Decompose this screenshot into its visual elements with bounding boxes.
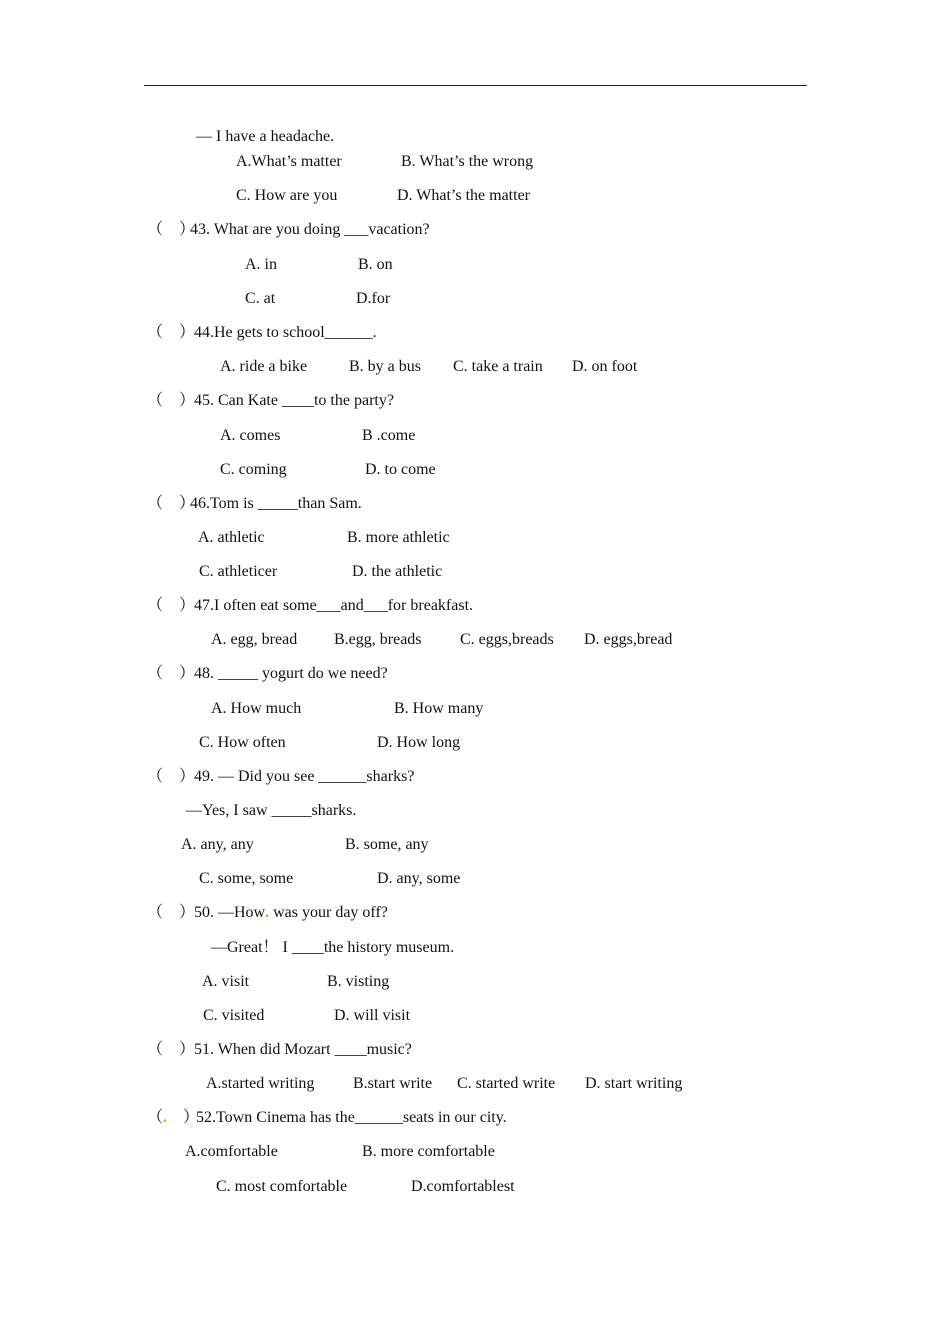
q50-option-d: D. will visit [334, 1007, 411, 1024]
q45-answer-blank: （ ） [147, 392, 196, 409]
q45-option-a: A. comes [220, 427, 281, 444]
q52-option-b: B. more comfortable [362, 1143, 495, 1160]
q48-stem: 48. _____ yogurt do we need? [194, 665, 388, 682]
q43-option-c: C. at [245, 290, 276, 307]
q46-option-b: B. more athletic [347, 529, 450, 546]
q51-stem: 51. When did Mozart ____music? [194, 1041, 412, 1058]
q44-option-a: A. ride a bike [220, 358, 308, 375]
q45-option-d: D. to come [365, 461, 436, 478]
q50-stem-start: 50. —How [194, 904, 266, 921]
q47-option-b: B.egg, breads [334, 631, 422, 648]
q48-option-a: A. How much [211, 700, 302, 717]
q49-stem: 49. — Did you see ______sharks? [194, 768, 415, 785]
q49-option-d: D. any, some [377, 870, 461, 887]
q46-option-c: C. athleticer [199, 563, 278, 580]
q48-option-c: C. How often [199, 734, 286, 751]
q43-stem: 43. What are you doing ___vacation? [190, 221, 430, 238]
q52-stem: 52.Town Cinema has the______seats in our city. [196, 1109, 507, 1126]
q52-stray-mark: . [163, 1109, 168, 1126]
q44-answer-blank: （ ） [147, 324, 196, 341]
q49-option-a: A. any, any [181, 836, 254, 853]
q42-option-d: D. What’s the matter [397, 187, 530, 204]
q46-option-a: A. athletic [198, 529, 265, 546]
q52-option-d: D.comfortablest [411, 1178, 515, 1195]
q52-answer-blank [147, 1108, 199, 1128]
q50-stray-mark: . [265, 904, 270, 921]
q47-option-d: D. eggs,bread [584, 631, 673, 648]
q42-option-b: B. What’s the wrong [401, 153, 534, 170]
q47-option-a: A. egg, bread [211, 631, 298, 648]
q44-option-d: D. on foot [572, 358, 638, 375]
q46-option-d: D. the athletic [352, 563, 443, 580]
q52-paren-open: （ [147, 1109, 164, 1126]
q50-answer-blank: （ ） [147, 904, 196, 921]
q50-reply: —Great！ I ____the history museum. [211, 939, 455, 956]
header-rule [144, 85, 807, 86]
q45-option-c: C. coming [220, 461, 287, 478]
q52-option-c: C. most comfortable [216, 1178, 348, 1195]
q45-stem: 45. Can Kate ____to the party? [194, 392, 394, 409]
q44-option-c: C. take a train [453, 358, 543, 375]
q51-option-a: A.started writing [206, 1075, 315, 1092]
q51-option-d: D. start writing [585, 1075, 683, 1092]
q45-option-b: B .come [362, 427, 416, 444]
q42-reply: — I have a headache. [196, 128, 335, 145]
q50-option-c: C. visited [203, 1007, 265, 1024]
q44-stem: 44.He gets to school______. [194, 324, 377, 341]
q50-option-a: A. visit [202, 973, 250, 990]
q52-option-a: A.comfortable [185, 1143, 278, 1160]
q49-answer-blank: （ ） [147, 768, 196, 785]
q47-option-c: C. eggs,breads [460, 631, 554, 648]
q48-option-d: D. How long [377, 734, 461, 751]
q47-stem: 47.I often eat some___and___for breakfast. [194, 597, 474, 614]
q43-answer-blank: （ ） [147, 221, 196, 238]
q51-option-b: B.start write [353, 1075, 433, 1092]
q47-answer-blank: （ ） [147, 597, 196, 614]
q50-option-b: B. visting [327, 973, 390, 990]
q43-option-b: B. on [358, 256, 393, 273]
q42-option-c: C. How are you [236, 187, 338, 204]
q46-stem: 46.Tom is _____than Sam. [190, 495, 362, 512]
q49-option-b: B. some, any [345, 836, 429, 853]
q49-option-c: C. some, some [199, 870, 294, 887]
q51-option-c: C. started write [457, 1075, 556, 1092]
q43-option-d: D.for [356, 290, 391, 307]
q52-paren-close: ） [167, 1109, 200, 1126]
q48-answer-blank: （ ） [147, 665, 196, 682]
q50-stem [194, 903, 388, 923]
q51-answer-blank: （ ） [147, 1041, 196, 1058]
q42-option-a: A.What’s matter [236, 153, 342, 170]
q50-stem-end: was your day off? [269, 904, 388, 921]
q44-option-b: B. by a bus [349, 358, 421, 375]
q46-answer-blank: （ ） [147, 495, 196, 512]
q49-reply: —Yes, I saw _____sharks. [186, 802, 357, 819]
q43-option-a: A. in [245, 256, 277, 273]
q48-option-b: B. How many [394, 700, 484, 717]
